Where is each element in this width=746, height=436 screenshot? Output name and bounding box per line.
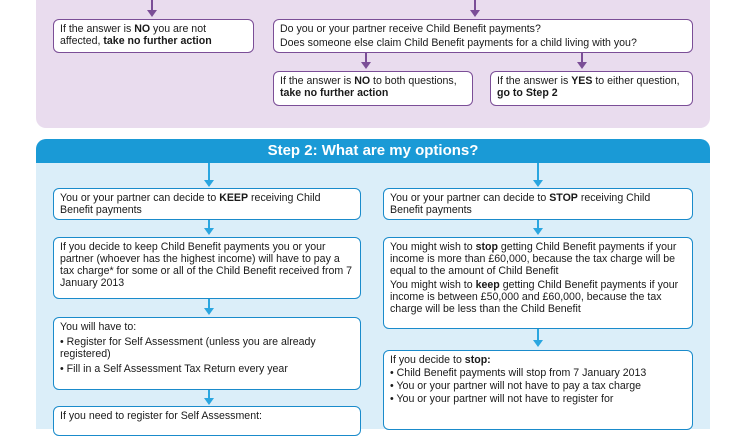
either-yes-box: If the answer is YES to either question, go to Step 2 — [490, 71, 693, 106]
arrow-connector — [208, 163, 210, 181]
requirements-list — [60, 336, 354, 375]
arrow-down-icon — [204, 398, 214, 405]
stop-reasons-box: You might wish to stop getting Child Benefit payments if your income is more than £60,000, because the tax charge will be equal to the amount of Child Benefit You might wish to keep getting Child Benefit payments if your income is between £50,000 and £60,000, because the tax charge will be less than the Child Benefit — [383, 237, 693, 329]
arrow-down-icon — [533, 340, 543, 347]
arrow-down-icon — [204, 308, 214, 315]
arrow-down-icon — [361, 62, 371, 69]
arrow-connector — [537, 163, 539, 181]
step2-title: Step 2: What are my options? — [36, 139, 710, 163]
arrow-down-icon — [577, 62, 587, 69]
requirements-heading: You will have to: — [60, 321, 137, 333]
list-item: • You or your partner will not have to register for — [390, 393, 686, 405]
list-item: • Fill in a Self Assessment Tax Return every year — [60, 363, 354, 375]
arrow-down-icon — [533, 228, 543, 235]
not-affected-box: If the answer is NO you are not affected, take no further action — [53, 19, 254, 53]
both-no-box: If the answer is NO to both questions, take no further action — [273, 71, 473, 106]
register-box: If you need to register for Self Assessment: — [53, 406, 361, 436]
list-item: • Child Benefit payments will stop from 7 January 2013 — [390, 367, 686, 379]
arrow-down-icon — [204, 180, 214, 187]
list-item: • You or your partner will not have to pay a tax charge — [390, 380, 686, 392]
arrow-down-icon — [204, 228, 214, 235]
keep-requirements-box — [53, 317, 361, 390]
arrow-down-icon — [470, 10, 480, 17]
arrow-down-icon — [533, 180, 543, 187]
question-2: Does someone else claim Child Benefit payments for a child living with you? — [280, 37, 637, 49]
keep-consequence-box: If you decide to keep Child Benefit payments you or your partner (whoever has the highest income) will have to pay a tax charge* for some or all of the Child Benefit received from 7 January 2013 — [53, 237, 361, 299]
question-1: Do you or your partner receive Child Benefit payments? — [280, 23, 541, 35]
outcome-list — [390, 367, 686, 405]
child-benefit-questions-box — [273, 19, 693, 53]
list-item: • Register for Self Assessment (unless you are already registered) — [60, 336, 354, 360]
arrow-down-icon — [147, 10, 157, 17]
stop-outcome-box: If you decide to stop: • Child Benefit payments will stop from 7 January 2013 • You or your partner will not have to pay a tax charge • You or your partner will not have to register for — [383, 350, 693, 430]
stop-decision-box: You or your partner can decide to STOP receiving Child Benefit payments — [383, 188, 693, 220]
keep-decision-box: You or your partner can decide to KEEP receiving Child Benefit payments — [53, 188, 361, 220]
